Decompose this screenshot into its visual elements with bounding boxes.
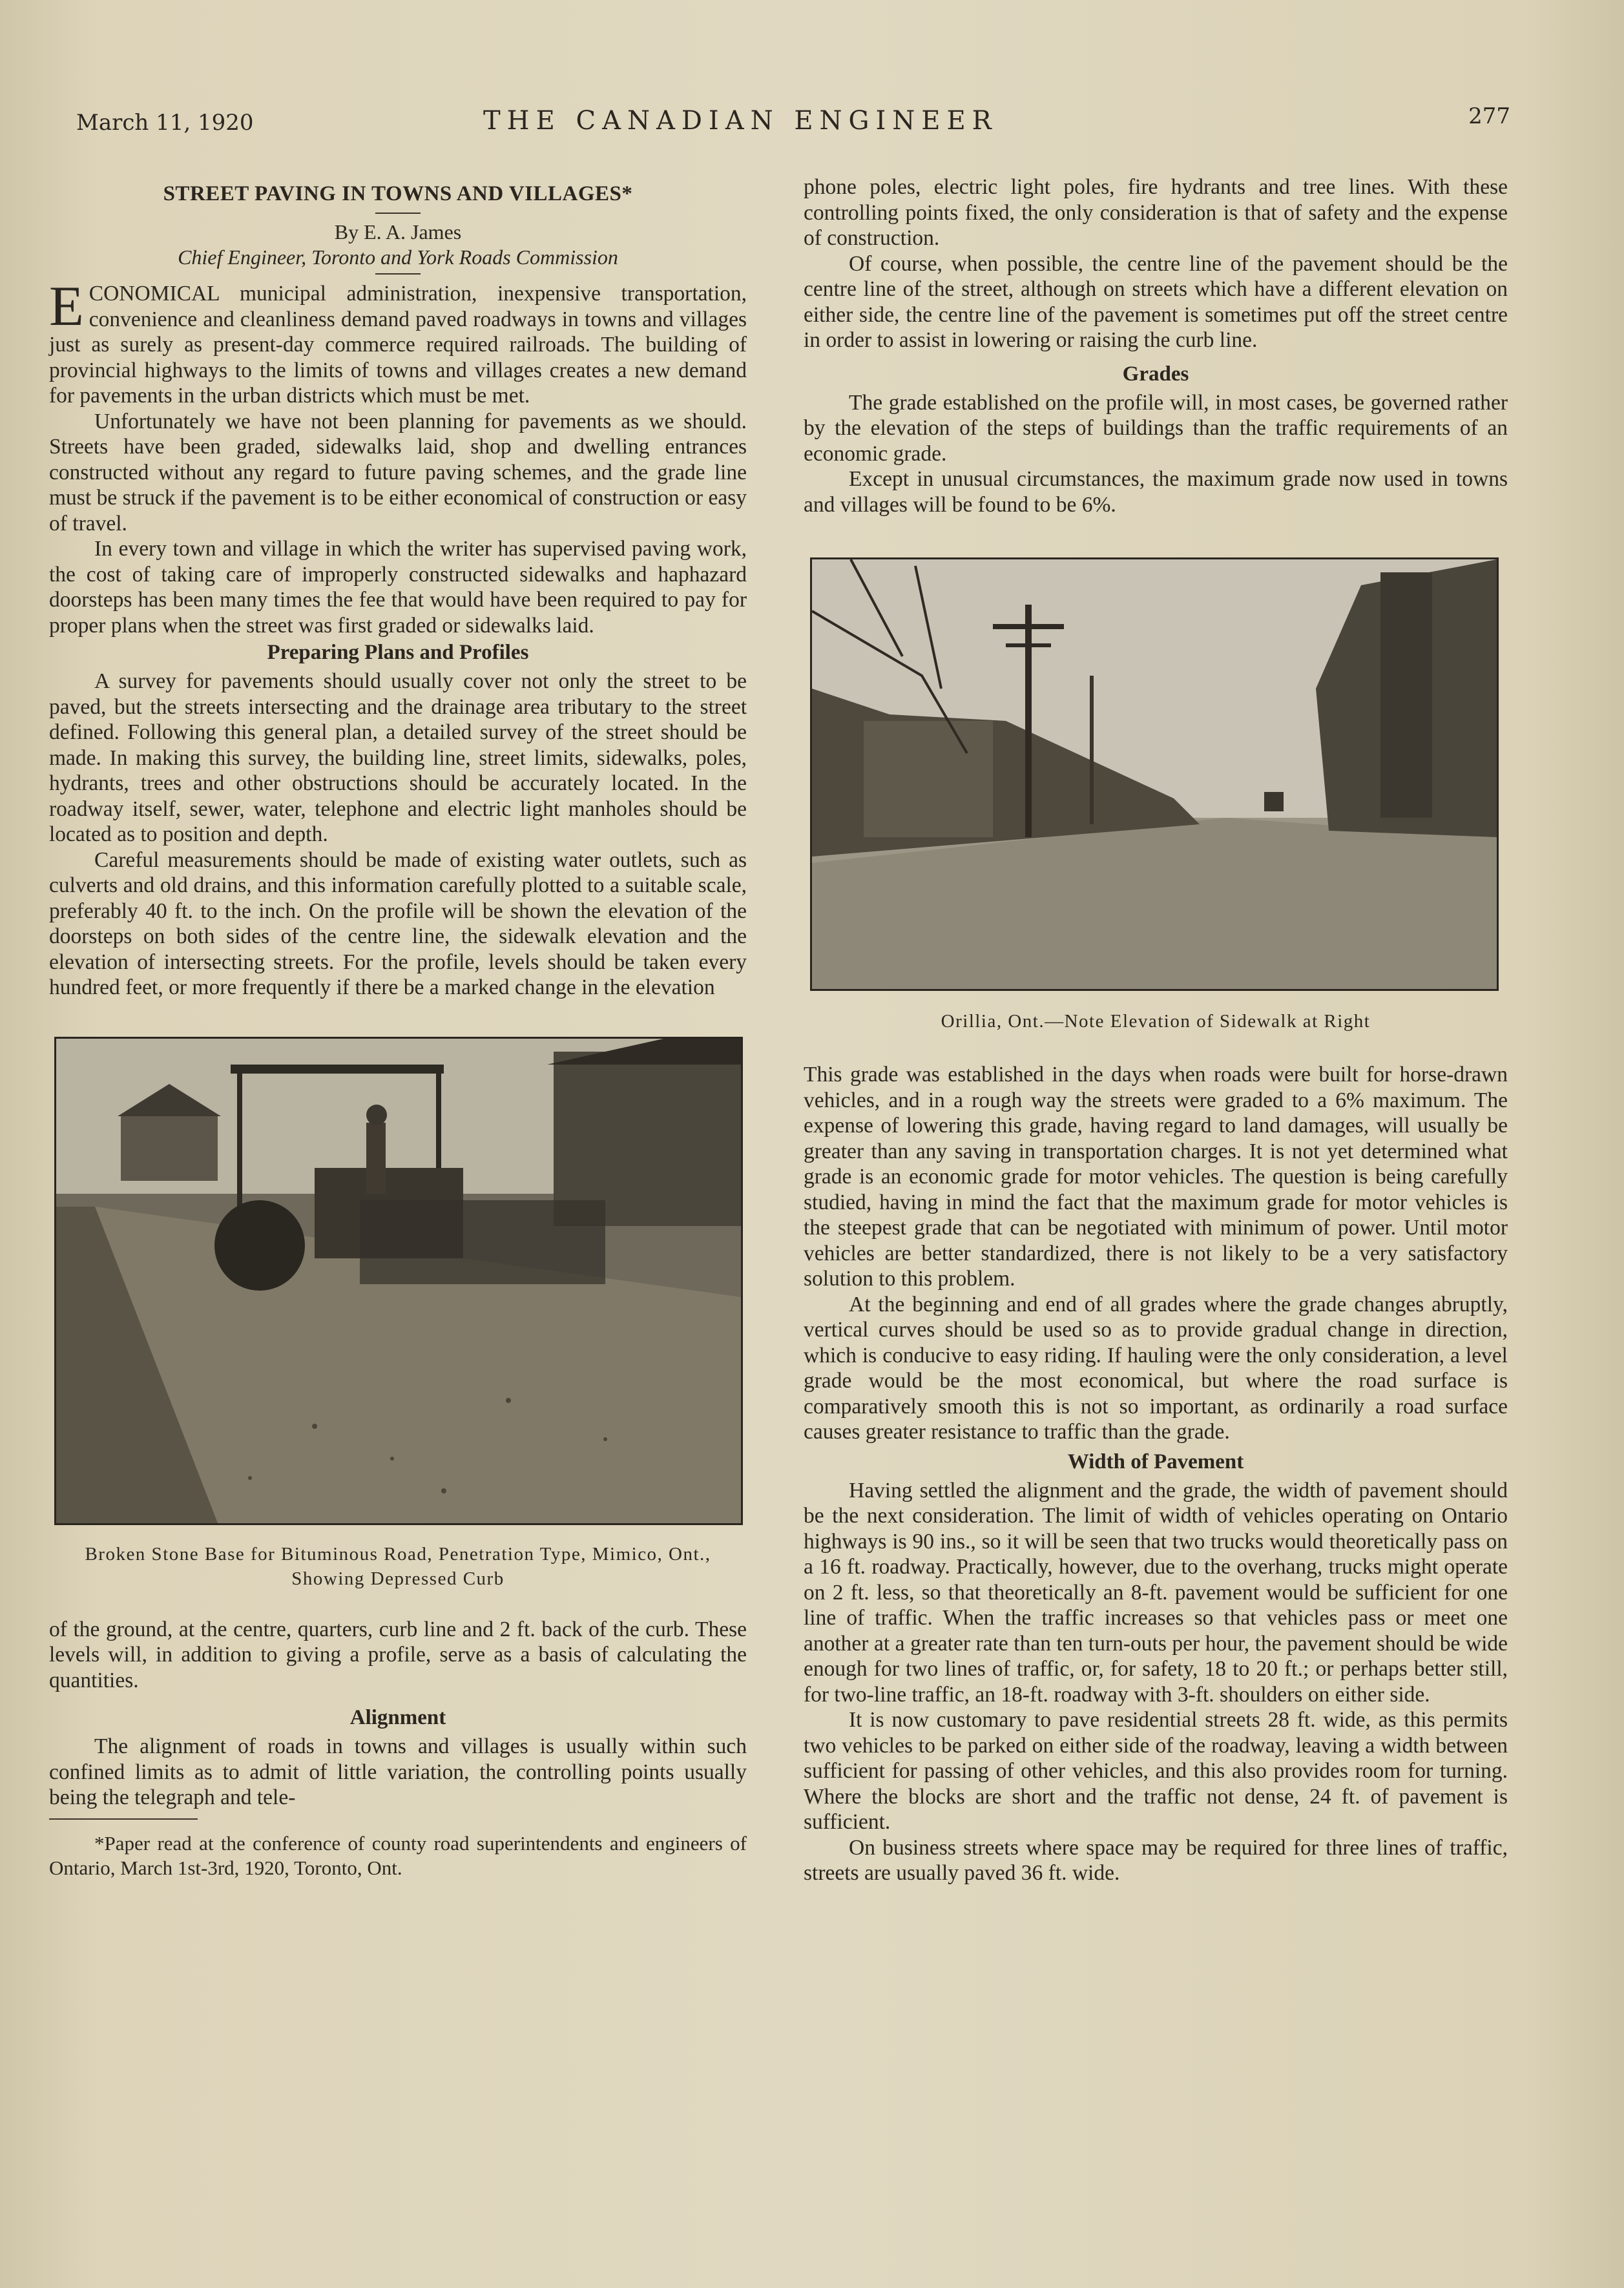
page-number: 277 [1468, 103, 1510, 129]
paragraph: Of course, when possible, the centre line of the pavement should be the centre line of the street, although on streets which have a different elevation on either side, the centre line of the pavement is sometimes put off the street centre in order to assist in lowering or raising the curb line. [804, 251, 1508, 352]
section-heading: Grades [1122, 362, 1189, 386]
article-title: STREET PAVING IN TOWNS AND VILLAGES* [163, 182, 633, 205]
footnote-rule [49, 1818, 198, 1820]
paragraph: of the ground, at the centre, quarters, curb line and 2 ft. back of the curb. These levels will, in addition to giving a profile, serve as a basis of calculating the quantities. [49, 1617, 747, 1692]
byline-rule [375, 273, 421, 275]
road-roller-photo [54, 1037, 743, 1525]
section-heading: Preparing Plans and Profiles [267, 641, 529, 664]
paragraph: This grade was established in the days when roads were built for horse-drawn vehicles, and in a rough way the streets were graded to a 6% maximum. The expense of lowering this grade, having regard to land damages, will usually be greater than any saving in transportation charges. It is not yet determined what grade is an economic grade for motor vehicles. The question is being carefully studied, having in mind the fact that the maximum grade for motor vehicles is the steepest grade that can be negotiated with minimum of power. Until motor vehicles are better standardized, there is not likely to be a very satisfactory solution to this problem. [804, 1063, 1508, 1291]
title-rule [375, 213, 421, 214]
paragraph: At the beginning and end of all grades where the grade changes abruptly, vertical curves should be used so as to provide gradual change in direction, which is conducive to easy riding. If hauling were the only consideration, a level grade would be the most economical, but where the road surface is comparatively smooth this is not so important, as ordinarily a road surface causes greater resistance to traffic than the grade. [804, 1292, 1508, 1444]
paragraph: Having settled the alignment and the grade, the width of pavement should be the next consideration. The limit of width of vehicles operating on Ontario highways is 90 ins., so it will be seen that two trucks would theoretically pass on a 16 ft. roadway. Practically, however, due to the overhang, trucks might operate on 2 ft. less, so that theoretically an 8-ft. pavement would be sufficient for one line of traffic. When the traffic increases so that vehicles pass or meet one another at a greater rate than ten turn-outs per hour, the pavement should be wide enough for two lines of traffic, or, for safety, 18 to 20 ft.; or perhaps better still, for two-line traffic, an 18-ft. roadway with 3-ft. shoulders on either side. [804, 1478, 1508, 1707]
paragraph: In every town and village in which the writer has supervised paving work, the cost of taking care of improperly constructed sidewalks and haphazard doorsteps has been many times the fee that would have been required to pay for proper plans when the street was first graded or sidewalks laid. [49, 537, 747, 638]
section-heading: Width of Pavement [1067, 1450, 1244, 1473]
footnote: *Paper read at the conference of county road superintendents and engineers of Ontario, March 1st-3rd, 1920, Toronto, Ont. [49, 1831, 747, 1879]
left-column [49, 174, 747, 1880]
paragraph: It is now customary to pave residential streets 28 ft. wide, as this permits two vehicles to be parked on either side of the roadway, leaving a width between sufficient for passing of other vehicles, and this also provides room for turning. Where the blocks are short and the traffic not dense, 24 ft. of pavement is sufficient. [804, 1708, 1508, 1834]
page-header [76, 103, 1510, 142]
paragraph: Unfortunately we have not been planning for pavements as we should. Streets have been graded, sidewalks laid, shop and dwelling entrances constructed without any regard to future paving schemes, and the grade line must be struck if the pavement is to be either economical of construction or easy of travel. [49, 409, 747, 536]
paragraph: A survey for pavements should usually cover not only the street to be paved, but the streets intersecting and the drainage area tributary to the street defined. Following this general plan, a detailed survey of the street should be made. In making this survey, the building line, street limits, sidewalks, poles, hydrants, trees and other obstructions should be accurately located. In the roadway itself, sewer, water, telephone and electric light manholes should be located as to position and depth. [49, 669, 747, 846]
paragraph: The alignment of roads in towns and villages is usually within such confined limits as to admit of little variation, the controlling points usually being the telegraph and tele- [49, 1734, 747, 1809]
right-photo-caption: Orillia, Ont.—Note Elevation of Sidewalk at Right [941, 1011, 1371, 1032]
right-column [804, 174, 1508, 1886]
paragraph: phone poles, electric light poles, fire hydrants and tree lines. With these controlling points fixed, the only consideration is that of safety and the expense of construction. [804, 175, 1508, 250]
byline: By E. A. James [334, 220, 462, 244]
paragraph: The grade established on the profile will, in most cases, be governed rather by the elevation of the steps of buildings than the traffic requirements of an economic grade. [804, 390, 1508, 466]
left-photo-caption: Broken Stone Base for Bituminous Road, Penetration Type, Mimico, Ont., Showing Depressed Curb [85, 1543, 711, 1589]
section-heading: Alignment [349, 1706, 446, 1729]
author-affiliation: Chief Engineer, Toronto and York Roads Commission [178, 245, 618, 269]
paragraph: On business streets where space may be required for three lines of traffic, streets are usually paved 36 ft. wide. [804, 1835, 1508, 1885]
orillia-street-photo [810, 557, 1499, 991]
paragraph: Except in unusual circumstances, the maximum grade now used in towns and villages will be found to be 6%. [804, 467, 1508, 517]
intro-paragraph: ECONOMICAL municipal administration, inexpensive transportation, convenience and cleanliness demand paved roadways in towns and villages just as surely as present-day commerce required railroads. The building of provincial highways to the limits of towns and villages creates a new demand for pavements in the urban districts which must be met. [49, 275, 747, 408]
journal-title: THE CANADIAN ENGINEER [483, 106, 998, 136]
issue-date: March 11, 1920 [76, 110, 254, 136]
paragraph: Careful measurements should be made of existing water outlets, such as culverts and old drains, and this information carefully plotted to a suitable scale, preferably 40 ft. to the inch. On the profile will be shown the elevation of the doorsteps on both sides of the centre line, the sidewalk elevation and the elevation of intersecting streets. For the profile, levels should be taken every hundred feet, or more frequently if there be a marked change in the elevation [49, 848, 747, 999]
drop-cap: E [49, 275, 84, 338]
